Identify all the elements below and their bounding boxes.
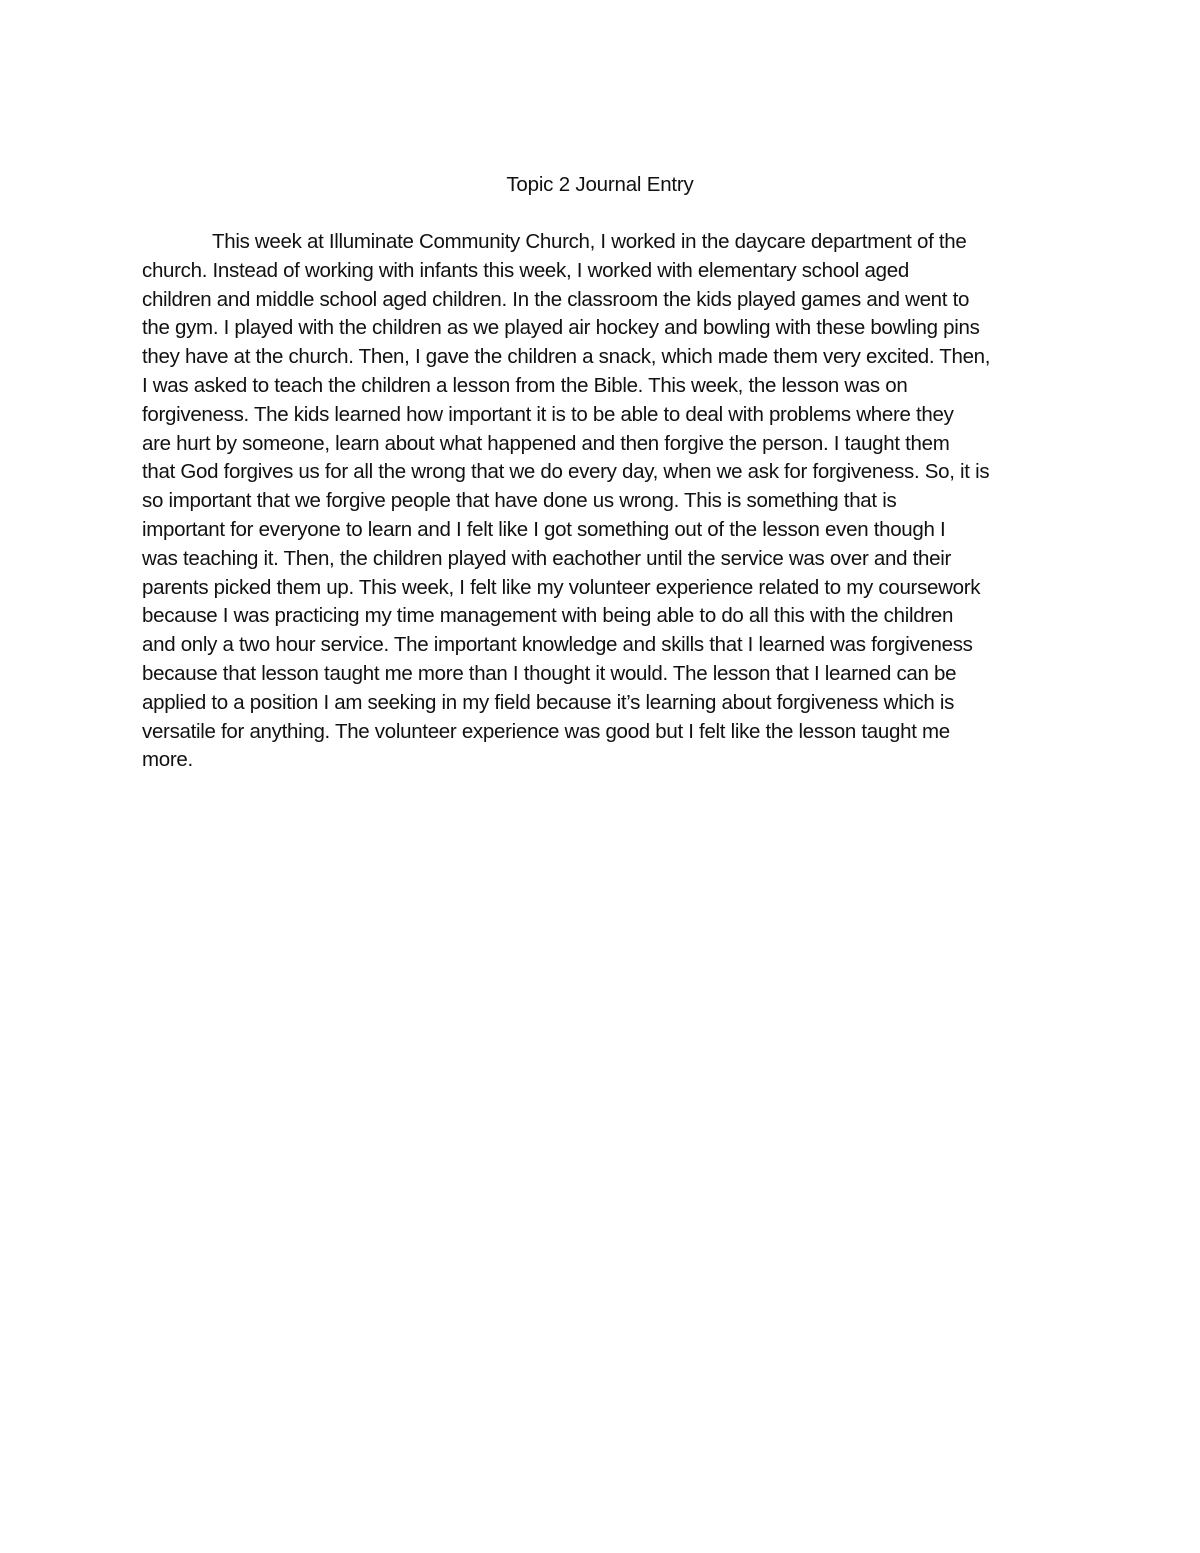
paragraph-line: I was asked to teach the children a lesson from the Bible. This week, the lesson was on [142,373,908,397]
journal-paragraph [142,228,1062,775]
paragraph-line: forgiveness. The kids learned how important it is to be able to deal with problems where they [142,402,954,426]
paragraph-line: was teaching it. Then, the children played with eachother until the service was over and their [142,546,951,570]
paragraph-line: so important that we forgive people that have done us wrong. This is something that is [142,489,897,513]
paragraph-line: because I was practicing my time management with being able to do all this with the children [142,604,954,628]
paragraph-line: and only a two hour service. The important knowledge and skills that I learned was forgiveness [142,633,973,657]
paragraph-line: they have at the church. Then, I gave the children a snack, which made them very excited. Then, [142,345,991,369]
paragraph-line: are hurt by someone, learn about what happened and then forgive the person. I taught them [142,431,950,455]
paragraph-line: parents picked them up. This week, I felt like my volunteer experience related to my coursework [142,575,981,599]
paragraph-line: the gym. I played with the children as we played air hockey and bowling with these bowling pins [142,316,980,340]
paragraph-line: This week at Illuminate Community Church, I worked in the daycare department of the [212,230,967,253]
paragraph-line: church. Instead of working with infants this week, I worked with elementary school aged [142,258,909,282]
paragraph-line: important for everyone to learn and I felt like I got something out of the lesson even though I [142,517,946,541]
paragraph-line: versatile for anything. The volunteer experience was good but I felt like the lesson taught me [142,719,950,743]
paragraph-line: more. [142,748,193,772]
paragraph-line: because that lesson taught me more than I thought it would. The lesson that I learned can be [142,661,957,685]
paragraph-line: applied to a position I am seeking in my field because it’s learning about forgiveness which is [142,690,955,714]
paragraph-line: that God forgives us for all the wrong that we do every day, when we ask for forgiveness. So, it is [142,460,990,484]
paragraph-line: children and middle school aged children. In the classroom the kids played games and went to [142,287,970,311]
document-title: Topic 2 Journal Entry [506,173,694,196]
